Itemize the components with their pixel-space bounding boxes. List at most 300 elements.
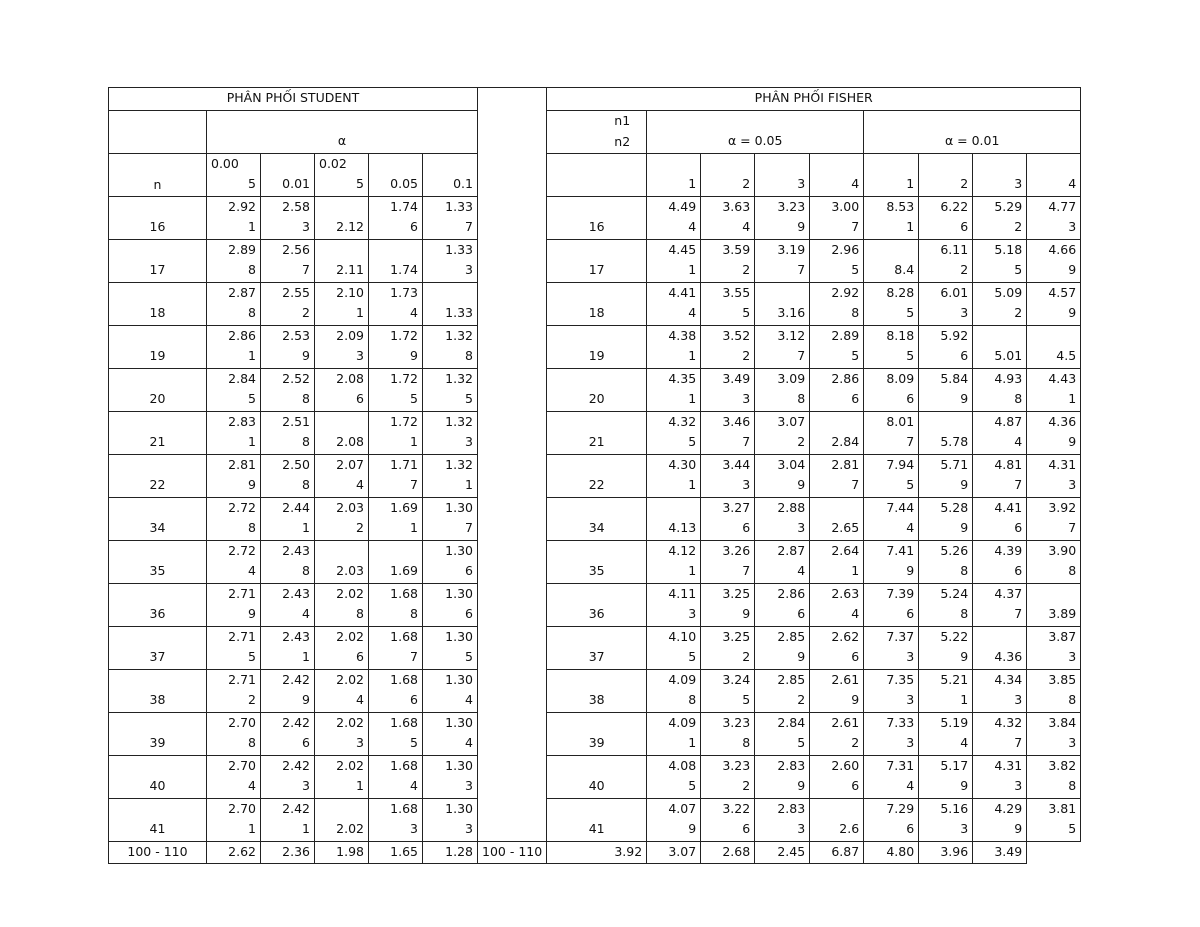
student-critical-value-line-1: 2.87 bbox=[228, 284, 256, 300]
student-critical-value-line-1: 1.30 bbox=[445, 499, 473, 515]
student-critical-value-line-1: 1.74 bbox=[390, 198, 418, 214]
table-row bbox=[109, 798, 1081, 841]
fisher-critical-value bbox=[755, 497, 810, 540]
fisher-critical-value-line-2: 2 bbox=[742, 778, 751, 793]
fisher-critical-value-line-2: 6 bbox=[742, 520, 751, 535]
student-critical-value bbox=[315, 239, 369, 282]
fisher-critical-value-line-1: 3.07 bbox=[777, 413, 806, 429]
fisher-critical-value-line-2: 5 bbox=[1068, 821, 1077, 836]
fisher-critical-value bbox=[810, 325, 864, 368]
fisher-critical-value-line-2: 5 bbox=[688, 434, 697, 449]
student-n-value: 21 bbox=[109, 411, 207, 454]
fisher-critical-value-line-1: 2.64 bbox=[831, 542, 860, 558]
fisher-critical-value-line-2: 3.89 bbox=[1048, 606, 1077, 621]
fisher-n1-value: 4 bbox=[810, 153, 864, 196]
student-critical-value-line-1: 1.68 bbox=[390, 671, 418, 687]
student-critical-value-line-1 bbox=[319, 799, 364, 820]
fisher-critical-value bbox=[864, 368, 919, 411]
student-critical-value bbox=[423, 798, 478, 841]
student-critical-value-line-2: 4 bbox=[356, 477, 364, 492]
fisher-n1-n2-header bbox=[547, 110, 647, 153]
fisher-critical-value-line-1: 7.35 bbox=[886, 671, 915, 687]
fisher-critical-value bbox=[755, 583, 810, 626]
student-critical-value-line-2: 1.33 bbox=[445, 305, 473, 320]
fisher-critical-value-line-1: 4.36 bbox=[1048, 413, 1077, 429]
table-row bbox=[109, 626, 1081, 669]
student-critical-value-line-1: 2.02 bbox=[336, 757, 364, 773]
student-critical-value-line-2: 2.12 bbox=[336, 219, 364, 234]
fisher-critical-value-line-1: 2.88 bbox=[777, 499, 806, 515]
fisher-critical-value: 3.92 bbox=[547, 841, 647, 864]
student-critical-value-line-1: 1.30 bbox=[445, 757, 473, 773]
fisher-n2-label: n2 bbox=[614, 133, 631, 149]
fisher-critical-value-line-1: 4.31 bbox=[1048, 456, 1077, 472]
fisher-critical-value bbox=[1027, 282, 1081, 325]
student-critical-value-line-2: 7 bbox=[410, 649, 418, 664]
table-row bbox=[109, 540, 1081, 583]
fisher-critical-value-line-2: 5 bbox=[797, 735, 806, 750]
fisher-critical-value bbox=[810, 583, 864, 626]
fisher-critical-value-line-1: 3.92 bbox=[1048, 499, 1077, 515]
student-critical-value bbox=[207, 798, 261, 841]
fisher-critical-value-line-2: 8 bbox=[797, 391, 806, 406]
student-critical-value-line-1: 2.43 bbox=[282, 542, 310, 558]
fisher-critical-value-line-2: 5 bbox=[851, 262, 860, 277]
student-critical-value-line-1: 2.52 bbox=[282, 370, 310, 386]
student-critical-value-line-1: 2.50 bbox=[282, 456, 310, 472]
student-critical-value-line-2: 1 bbox=[302, 520, 310, 535]
fisher-critical-value-line-2: 5 bbox=[1014, 262, 1023, 277]
student-critical-value bbox=[315, 368, 369, 411]
fisher-critical-value-line-1: 8.53 bbox=[886, 198, 915, 214]
student-critical-value bbox=[261, 239, 315, 282]
student-critical-value-line-1: 1.32 bbox=[445, 456, 473, 472]
fisher-critical-value bbox=[973, 497, 1027, 540]
fisher-critical-value-line-2: 5 bbox=[906, 477, 915, 492]
fisher-critical-value-line-1: 3.26 bbox=[722, 542, 751, 558]
fisher-critical-value-line-2: 5 bbox=[906, 348, 915, 363]
fisher-critical-value-line-1: 2.83 bbox=[777, 800, 806, 816]
student-n-value: 35 bbox=[109, 540, 207, 583]
fisher-critical-value bbox=[864, 755, 919, 798]
student-critical-value bbox=[423, 196, 478, 239]
fisher-critical-value-line-1: 2.81 bbox=[831, 456, 860, 472]
fisher-critical-value-line-2: 3 bbox=[960, 305, 969, 320]
student-critical-value: 2.36 bbox=[261, 841, 315, 864]
fisher-critical-value bbox=[701, 368, 755, 411]
fisher-critical-value-line-2: 4 bbox=[1014, 434, 1023, 449]
student-critical-value-line-2: 7 bbox=[302, 262, 310, 277]
fisher-critical-value bbox=[701, 669, 755, 712]
student-critical-value-line-1: 1.73 bbox=[390, 284, 418, 300]
fisher-critical-value bbox=[810, 368, 864, 411]
student-critical-value-line-1: 2.84 bbox=[228, 370, 256, 386]
student-critical-value bbox=[261, 583, 315, 626]
fisher-critical-value-line-2: 1 bbox=[688, 348, 697, 363]
fisher-critical-value-line-2: 2 bbox=[742, 262, 751, 277]
fisher-critical-value-line-1: 2.62 bbox=[831, 628, 860, 644]
student-critical-value-line-2: 4 bbox=[410, 305, 418, 320]
student-n-value: 16 bbox=[109, 196, 207, 239]
student-critical-value bbox=[207, 196, 261, 239]
fisher-critical-value bbox=[647, 454, 701, 497]
student-critical-value-line-2: 1 bbox=[302, 821, 310, 836]
fisher-critical-value-line-1: 4.30 bbox=[668, 456, 697, 472]
student-critical-value-line-2: 8 bbox=[356, 606, 364, 621]
fisher-critical-value bbox=[755, 411, 810, 454]
fisher-critical-value-line-2: 1 bbox=[688, 735, 697, 750]
fisher-alpha-005-label: α = 0.05 bbox=[647, 110, 864, 153]
fisher-critical-value bbox=[1027, 626, 1081, 669]
fisher-critical-value-line-2: 9 bbox=[906, 563, 915, 578]
student-critical-value-line-2: 1 bbox=[356, 305, 364, 320]
fisher-critical-value-line-2: 6 bbox=[742, 821, 751, 836]
student-critical-value bbox=[369, 712, 423, 755]
fisher-critical-value bbox=[1027, 540, 1081, 583]
fisher-critical-value-line-1: 2.89 bbox=[831, 327, 860, 343]
student-critical-value-line-1: 2.86 bbox=[228, 327, 256, 343]
student-critical-value bbox=[207, 583, 261, 626]
fisher-n2-value: 39 bbox=[547, 712, 647, 755]
fisher-critical-value bbox=[864, 712, 919, 755]
fisher-critical-value bbox=[755, 669, 810, 712]
fisher-critical-value-line-1: 4.43 bbox=[1048, 370, 1077, 386]
fisher-critical-value bbox=[810, 626, 864, 669]
fisher-critical-value-line-1: 4.35 bbox=[668, 370, 697, 386]
student-critical-value bbox=[423, 325, 478, 368]
student-critical-value bbox=[315, 712, 369, 755]
student-alpha-level-line-1 bbox=[373, 154, 418, 175]
student-critical-value bbox=[369, 454, 423, 497]
fisher-critical-value-line-2: 5.01 bbox=[994, 348, 1023, 363]
fisher-critical-value-line-2: 7 bbox=[797, 348, 806, 363]
fisher-critical-value bbox=[1027, 712, 1081, 755]
distribution-tables-sheet bbox=[108, 87, 1081, 864]
fisher-critical-value bbox=[810, 540, 864, 583]
fisher-critical-value bbox=[647, 669, 701, 712]
student-critical-value bbox=[369, 798, 423, 841]
student-critical-value-line-1 bbox=[373, 541, 418, 562]
fisher-critical-value-line-2: 3 bbox=[906, 692, 915, 707]
fisher-critical-value bbox=[919, 540, 973, 583]
student-critical-value bbox=[315, 755, 369, 798]
fisher-critical-value-line-1: 7.31 bbox=[886, 757, 915, 773]
student-critical-value: 1.28 bbox=[423, 841, 478, 864]
student-critical-value-line-1: 1.72 bbox=[390, 370, 418, 386]
fisher-critical-value-line-2: 8 bbox=[960, 606, 969, 621]
fisher-critical-value-line-2: 2.84 bbox=[831, 434, 860, 449]
distribution-table bbox=[108, 87, 1081, 864]
fisher-critical-value-line-1: 5.71 bbox=[940, 456, 969, 472]
fisher-critical-value bbox=[701, 282, 755, 325]
fisher-critical-value bbox=[1027, 798, 1081, 841]
fisher-critical-value-line-2: 4 bbox=[851, 606, 860, 621]
student-alpha-label: α bbox=[207, 110, 478, 153]
student-n-value: 41 bbox=[109, 798, 207, 841]
fisher-critical-value bbox=[1027, 755, 1081, 798]
fisher-critical-value bbox=[647, 798, 701, 841]
student-critical-value-line-2: 7 bbox=[465, 219, 473, 234]
fisher-critical-value bbox=[1027, 497, 1081, 540]
fisher-critical-value-line-1: 2.84 bbox=[777, 714, 806, 730]
fisher-critical-value-line-1: 2.85 bbox=[777, 671, 806, 687]
student-critical-value bbox=[369, 669, 423, 712]
fisher-critical-value bbox=[810, 712, 864, 755]
fisher-critical-value-line-1: 4.41 bbox=[668, 284, 697, 300]
fisher-critical-value-line-1: 3.12 bbox=[777, 327, 806, 343]
fisher-critical-value-line-1: 3.84 bbox=[1048, 714, 1077, 730]
fisher-critical-value: 2.68 bbox=[701, 841, 755, 864]
fisher-critical-value-line-2: 3 bbox=[797, 821, 806, 836]
fisher-n1-value: 3 bbox=[755, 153, 810, 196]
fisher-critical-value-line-1: 7.33 bbox=[886, 714, 915, 730]
fisher-critical-value bbox=[647, 755, 701, 798]
fisher-critical-value-line-2: 5 bbox=[688, 778, 697, 793]
fisher-critical-value-line-2: 6 bbox=[851, 649, 860, 664]
student-critical-value-line-1 bbox=[373, 240, 418, 261]
student-critical-value-line-2: 4 bbox=[302, 606, 310, 621]
fisher-critical-value-line-1: 6.01 bbox=[940, 284, 969, 300]
fisher-critical-value-line-2: 1 bbox=[1068, 391, 1077, 406]
student-critical-value-line-1: 1.68 bbox=[390, 585, 418, 601]
student-critical-value-line-2: 6 bbox=[410, 219, 418, 234]
fisher-critical-value bbox=[919, 325, 973, 368]
fisher-critical-value bbox=[1027, 454, 1081, 497]
student-critical-value bbox=[261, 196, 315, 239]
student-critical-value-line-1: 2.51 bbox=[282, 413, 310, 429]
student-critical-value-line-2: 6 bbox=[356, 649, 364, 664]
fisher-critical-value bbox=[647, 626, 701, 669]
fisher-critical-value bbox=[755, 755, 810, 798]
fisher-critical-value-line-1: 3.46 bbox=[722, 413, 751, 429]
table-row-last bbox=[109, 841, 1081, 864]
fisher-n1-value: 2 bbox=[701, 153, 755, 196]
fisher-critical-value-line-1: 3.87 bbox=[1048, 628, 1077, 644]
fisher-critical-value-line-1 bbox=[651, 498, 696, 519]
fisher-n2-value: 18 bbox=[547, 282, 647, 325]
student-critical-value-line-1: 1.30 bbox=[445, 714, 473, 730]
fisher-critical-value-line-1: 5.26 bbox=[940, 542, 969, 558]
fisher-alpha-001-label: α = 0.01 bbox=[864, 110, 1081, 153]
student-critical-value-line-2: 9 bbox=[248, 477, 256, 492]
student-alpha-level bbox=[315, 153, 369, 196]
fisher-critical-value bbox=[701, 325, 755, 368]
student-n-value: 19 bbox=[109, 325, 207, 368]
fisher-critical-value-line-1: 3.85 bbox=[1048, 671, 1077, 687]
fisher-critical-value-line-1: 3.49 bbox=[722, 370, 751, 386]
student-n-value: 40 bbox=[109, 755, 207, 798]
fisher-critical-value-line-1: 4.32 bbox=[994, 714, 1023, 730]
fisher-critical-value bbox=[755, 712, 810, 755]
fisher-critical-value-line-2: 7 bbox=[797, 262, 806, 277]
fisher-critical-value-line-1: 3.55 bbox=[722, 284, 751, 300]
fisher-critical-value-line-1: 5.24 bbox=[940, 585, 969, 601]
fisher-critical-value-line-1: 4.49 bbox=[668, 198, 697, 214]
fisher-critical-value-line-2: 9 bbox=[1068, 262, 1077, 277]
student-critical-value bbox=[261, 626, 315, 669]
fisher-critical-value bbox=[701, 755, 755, 798]
fisher-critical-value-line-1: 5.22 bbox=[940, 628, 969, 644]
fisher-n2-value: 17 bbox=[547, 239, 647, 282]
fisher-critical-value-line-1 bbox=[1031, 584, 1076, 605]
fisher-critical-value bbox=[701, 454, 755, 497]
student-critical-value bbox=[261, 540, 315, 583]
fisher-critical-value bbox=[755, 368, 810, 411]
student-critical-value-line-2: 2.03 bbox=[336, 563, 364, 578]
fisher-critical-value-line-2: 6 bbox=[960, 219, 969, 234]
fisher-critical-value bbox=[973, 454, 1027, 497]
fisher-critical-value bbox=[919, 239, 973, 282]
fisher-critical-value-line-1: 3.23 bbox=[777, 198, 806, 214]
fisher-critical-value-line-2: 5 bbox=[906, 305, 915, 320]
student-critical-value-line-2: 7 bbox=[465, 520, 473, 535]
student-n-range: 100 - 110 bbox=[109, 841, 207, 864]
fisher-critical-value-line-2: 3 bbox=[688, 606, 697, 621]
student-critical-value bbox=[315, 196, 369, 239]
fisher-critical-value bbox=[973, 626, 1027, 669]
student-critical-value bbox=[369, 196, 423, 239]
fisher-critical-value bbox=[919, 712, 973, 755]
student-n-value: 20 bbox=[109, 368, 207, 411]
fisher-critical-value bbox=[647, 411, 701, 454]
student-critical-value-line-2: 4 bbox=[248, 778, 256, 793]
fisher-critical-value-line-1: 4.66 bbox=[1048, 241, 1077, 257]
fisher-critical-value-line-2: 8 bbox=[688, 692, 697, 707]
fisher-critical-value bbox=[701, 798, 755, 841]
student-alpha-level-line-1: 0.02 bbox=[319, 155, 347, 171]
fisher-critical-value-line-1: 3.24 bbox=[722, 671, 751, 687]
fisher-critical-value-line-2: 8 bbox=[1014, 391, 1023, 406]
fisher-critical-value-line-1: 4.09 bbox=[668, 714, 697, 730]
student-critical-value bbox=[369, 626, 423, 669]
table-row bbox=[109, 325, 1081, 368]
student-critical-value bbox=[261, 712, 315, 755]
fisher-critical-value bbox=[973, 325, 1027, 368]
student-critical-value bbox=[207, 755, 261, 798]
fisher-critical-value bbox=[810, 755, 864, 798]
student-critical-value bbox=[207, 282, 261, 325]
student-critical-value bbox=[423, 626, 478, 669]
table-gap bbox=[478, 88, 547, 842]
fisher-n2-value: 38 bbox=[547, 669, 647, 712]
fisher-critical-value-line-2: 1 bbox=[960, 692, 969, 707]
student-title: PHÂN PHỐI STUDENT bbox=[109, 88, 478, 111]
fisher-critical-value-line-2: 4.36 bbox=[994, 649, 1023, 664]
fisher-critical-value-line-2: 5.78 bbox=[940, 434, 969, 449]
fisher-critical-value bbox=[864, 798, 919, 841]
student-critical-value-line-1: 2.02 bbox=[336, 714, 364, 730]
student-critical-value-line-1: 2.56 bbox=[282, 241, 310, 257]
student-critical-value-line-2: 3 bbox=[465, 778, 473, 793]
fisher-critical-value-line-2: 3 bbox=[1068, 735, 1077, 750]
fisher-critical-value-line-1: 3.09 bbox=[777, 370, 806, 386]
table-row bbox=[109, 583, 1081, 626]
fisher-critical-value-line-1: 3.00 bbox=[831, 198, 860, 214]
fisher-n2-value: 22 bbox=[547, 454, 647, 497]
fisher-critical-value-line-2: 4 bbox=[906, 520, 915, 535]
fisher-critical-value-line-2: 6 bbox=[851, 391, 860, 406]
fisher-critical-value-line-1 bbox=[814, 799, 859, 820]
fisher-critical-value-line-2: 5 bbox=[688, 649, 697, 664]
fisher-critical-value-line-2: 7 bbox=[851, 477, 860, 492]
student-alpha-level-line-2: 5 bbox=[356, 176, 364, 191]
student-alpha-level bbox=[207, 153, 261, 196]
fisher-critical-value bbox=[919, 583, 973, 626]
student-critical-value-line-2: 2 bbox=[356, 520, 364, 535]
fisher-critical-value bbox=[810, 282, 864, 325]
fisher-critical-value-line-2: 1 bbox=[851, 563, 860, 578]
student-critical-value bbox=[207, 497, 261, 540]
fisher-critical-value-line-1: 2.86 bbox=[777, 585, 806, 601]
fisher-n2-value: 41 bbox=[547, 798, 647, 841]
fisher-critical-value-line-1: 8.28 bbox=[886, 284, 915, 300]
fisher-critical-value: 3.49 bbox=[973, 841, 1027, 864]
student-n-value: 37 bbox=[109, 626, 207, 669]
fisher-critical-value-line-1: 3.22 bbox=[722, 800, 751, 816]
student-critical-value bbox=[315, 669, 369, 712]
fisher-critical-value bbox=[919, 497, 973, 540]
student-critical-value-line-2: 2.02 bbox=[336, 821, 364, 836]
student-alpha-level bbox=[369, 153, 423, 196]
fisher-critical-value bbox=[755, 325, 810, 368]
fisher-critical-value-line-2: 3 bbox=[1068, 477, 1077, 492]
student-critical-value bbox=[423, 669, 478, 712]
fisher-critical-value-line-1: 3.59 bbox=[722, 241, 751, 257]
fisher-critical-value bbox=[1027, 368, 1081, 411]
fisher-critical-value bbox=[755, 540, 810, 583]
table-row bbox=[109, 755, 1081, 798]
student-alpha-level-line-1: 0.00 bbox=[211, 155, 239, 171]
fisher-critical-value-line-1: 3.23 bbox=[722, 714, 751, 730]
fisher-critical-value bbox=[973, 282, 1027, 325]
fisher-critical-value-line-2: 9 bbox=[797, 219, 806, 234]
fisher-critical-value-line-1: 2.92 bbox=[831, 284, 860, 300]
student-critical-value-line-2: 5 bbox=[248, 649, 256, 664]
student-critical-value: 2.62 bbox=[207, 841, 261, 864]
student-critical-value-line-2: 7 bbox=[410, 477, 418, 492]
fisher-critical-value-line-2: 1 bbox=[688, 391, 697, 406]
fisher-critical-value-line-1: 4.37 bbox=[994, 585, 1023, 601]
student-critical-value bbox=[423, 368, 478, 411]
fisher-n2-range: 100 - 110 bbox=[478, 841, 547, 864]
student-critical-value bbox=[315, 411, 369, 454]
student-critical-value-line-1: 2.43 bbox=[282, 628, 310, 644]
fisher-critical-value-line-1 bbox=[1031, 326, 1076, 347]
student-alpha-level-line-2: 5 bbox=[248, 176, 256, 191]
fisher-n2-value: 36 bbox=[547, 583, 647, 626]
student-critical-value-line-2: 2.11 bbox=[336, 262, 364, 277]
fisher-critical-value bbox=[647, 325, 701, 368]
fisher-critical-value bbox=[810, 497, 864, 540]
fisher-critical-value-line-2: 2 bbox=[742, 348, 751, 363]
student-critical-value-line-1: 2.09 bbox=[336, 327, 364, 343]
student-critical-value-line-1: 2.92 bbox=[228, 198, 256, 214]
table-row bbox=[109, 454, 1081, 497]
student-critical-value-line-1: 2.42 bbox=[282, 757, 310, 773]
student-critical-value-line-2: 2 bbox=[302, 305, 310, 320]
fisher-critical-value-line-2: 3 bbox=[906, 649, 915, 664]
fisher-critical-value bbox=[864, 540, 919, 583]
fisher-critical-value-line-2: 3 bbox=[742, 477, 751, 492]
student-critical-value-line-2: 1.69 bbox=[390, 563, 418, 578]
student-critical-value-line-2: 8 bbox=[302, 434, 310, 449]
fisher-critical-value-line-2: 9 bbox=[688, 821, 697, 836]
student-critical-value bbox=[423, 712, 478, 755]
fisher-critical-value-line-1: 2.96 bbox=[831, 241, 860, 257]
student-critical-value-line-1: 2.03 bbox=[336, 499, 364, 515]
fisher-critical-value-line-1: 4.93 bbox=[994, 370, 1023, 386]
student-critical-value-line-1 bbox=[319, 240, 364, 261]
